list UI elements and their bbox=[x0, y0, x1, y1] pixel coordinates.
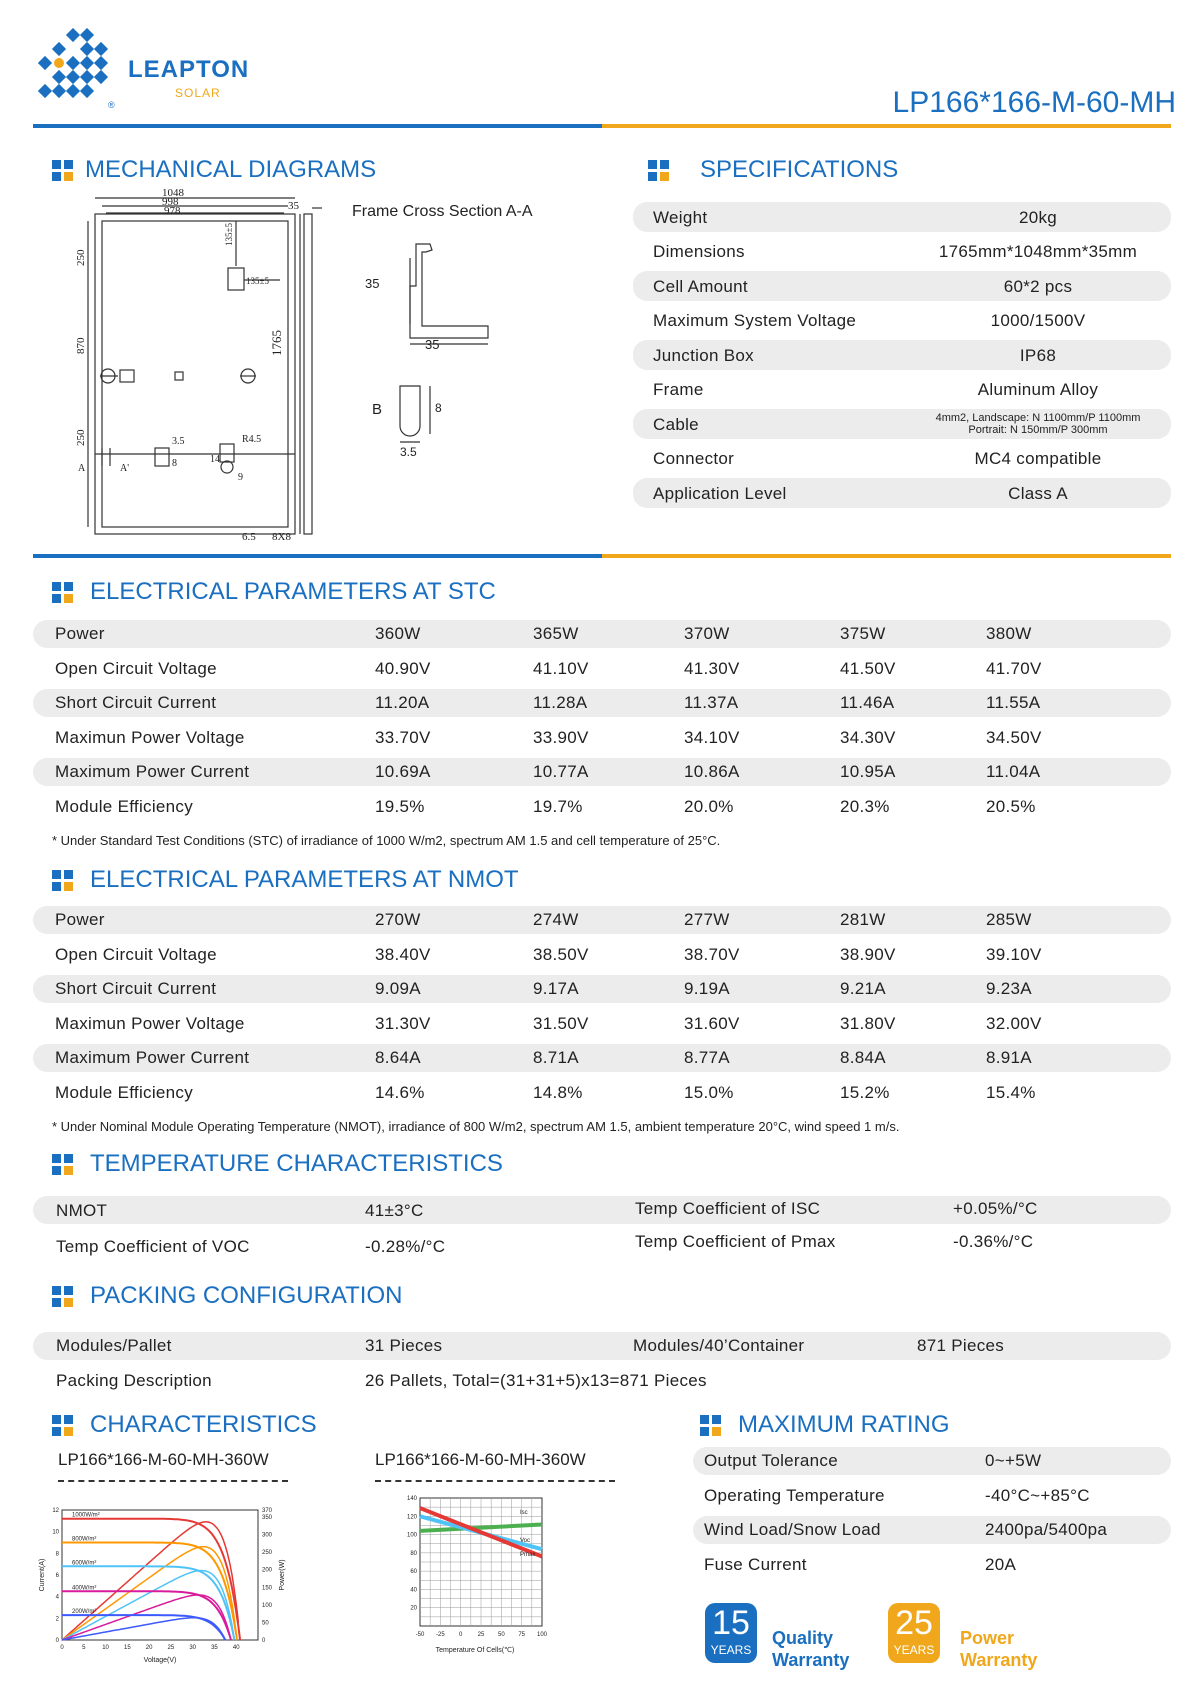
iv-series-label: 800W/m² bbox=[72, 1536, 97, 1543]
nmot-row-value: 9.23A bbox=[986, 979, 1032, 998]
stc-row-value: 20.3% bbox=[840, 796, 890, 816]
iv-y-tick: 10 bbox=[52, 1529, 59, 1536]
dim-14: 14 bbox=[210, 454, 220, 465]
spec-value: 1765mm*1048mm*35mm bbox=[938, 242, 1138, 261]
spec-label: Junction Box bbox=[653, 346, 754, 365]
nmot-row-value: 8.91A bbox=[986, 1048, 1032, 1067]
packing-container-value: 871 Pieces bbox=[917, 1336, 1005, 1355]
section-icon bbox=[52, 1154, 74, 1176]
temp-label: NMOT bbox=[56, 1201, 108, 1220]
cross-width: 35 bbox=[425, 337, 440, 352]
quality-warranty-label-1: Quality bbox=[772, 1628, 834, 1648]
dim-35: 35 bbox=[288, 200, 299, 212]
dim-250-top: 250 bbox=[75, 249, 87, 266]
dim-9: 9 bbox=[238, 472, 243, 483]
spec-value: 20kg bbox=[1018, 208, 1058, 227]
spec-label: Maximum System Voltage bbox=[653, 311, 857, 330]
iv-y2-tick: 300 bbox=[262, 1532, 273, 1539]
stc-row-label: Short Circuit Current bbox=[55, 693, 217, 712]
packing-pallet-value: 31 Pieces bbox=[365, 1336, 443, 1355]
dim-8: 8 bbox=[172, 458, 177, 469]
section-title-packing: PACKING CONFIGURATION bbox=[90, 1282, 403, 1309]
section-title-stc: ELECTRICAL PARAMETERS AT STC bbox=[90, 578, 496, 605]
spec-value: Class A bbox=[1008, 484, 1068, 503]
dim-870: 870 bbox=[75, 337, 87, 354]
spec-value: Aluminum Alloy bbox=[977, 380, 1099, 399]
stc-row-label: Module Efficiency bbox=[55, 796, 194, 816]
spec-value: MC4 compatible bbox=[974, 449, 1102, 468]
stc-row-value: 41.30V bbox=[684, 658, 740, 678]
spec-label: Application Level bbox=[653, 484, 787, 503]
rating-label: Wind Load/Snow Load bbox=[704, 1520, 881, 1539]
temp-y-tick: 140 bbox=[406, 1496, 417, 1502]
temp-value: -0.36%/°C bbox=[953, 1232, 1034, 1251]
nmot-row-value: 8.71A bbox=[533, 1048, 579, 1067]
dim-135-b: 135±5 bbox=[246, 276, 269, 286]
packing-desc-value: 26 Pallets, Total=(31+31+5)x13=871 Pieces bbox=[365, 1371, 707, 1390]
nmot-row-value: 31.50V bbox=[533, 1013, 589, 1033]
stc-row-value: 34.50V bbox=[986, 727, 1042, 747]
iv-y-tick: 2 bbox=[55, 1616, 59, 1623]
temp-x-tick: 0 bbox=[458, 1632, 463, 1638]
iv-series-line bbox=[62, 1566, 235, 1640]
power-warranty-label-2: Warranty bbox=[960, 1650, 1038, 1670]
quality-warranty-unit: YEARS bbox=[710, 1643, 752, 1657]
spec-value: 60*2 pcs bbox=[1003, 277, 1073, 296]
nmot-row-value: 39.10V bbox=[986, 944, 1042, 964]
temp-chart-title: LP166*166-M-60-MH-360W bbox=[375, 1450, 586, 1469]
power-series-line bbox=[62, 1618, 225, 1640]
spec-label: Cell Amount bbox=[653, 277, 748, 296]
iv-y2-tick: 50 bbox=[262, 1620, 269, 1627]
temp-value: +0.05%/°C bbox=[953, 1199, 1038, 1218]
iv-x-tick: 15 bbox=[123, 1645, 131, 1651]
leapton-logo-icon bbox=[38, 28, 118, 108]
spec-label: Frame bbox=[653, 380, 704, 399]
temp-x-tick: 100 bbox=[536, 1632, 548, 1638]
iv-series-label: 600W/m² bbox=[72, 1560, 97, 1567]
nmot-row-value: 31.30V bbox=[375, 1013, 431, 1033]
iv-y-tick: 12 bbox=[52, 1508, 59, 1514]
temp-y-tick: 80 bbox=[410, 1550, 417, 1557]
stc-row-value: 11.28A bbox=[533, 693, 588, 712]
cross-height: 35 bbox=[365, 276, 380, 291]
dim-978: 978 bbox=[164, 205, 181, 217]
stc-row-value: 19.5% bbox=[375, 796, 425, 816]
spec-value-cable-2: Portrait: N 150mm/P 300mm bbox=[968, 424, 1108, 436]
nmot-row-value: 9.17A bbox=[533, 979, 579, 998]
iv-y-tick: 8 bbox=[55, 1551, 59, 1558]
stc-row-value: 375W bbox=[840, 624, 886, 643]
dim-250-bottom: 250 bbox=[75, 429, 87, 446]
brand-sub: SOLAR bbox=[175, 86, 221, 100]
power-warranty-label-1: Power bbox=[960, 1628, 1015, 1648]
brand-name: LEAPTON bbox=[128, 56, 250, 83]
nmot-row-value: 38.40V bbox=[375, 944, 431, 964]
stc-row-label: Power bbox=[55, 624, 105, 643]
nmot-row-value: 38.90V bbox=[840, 944, 896, 964]
nmot-row-value: 274W bbox=[533, 910, 579, 929]
stc-row-value: 33.90V bbox=[533, 727, 589, 747]
header-divider bbox=[33, 124, 1171, 128]
temp-y-tick: 100 bbox=[406, 1532, 417, 1539]
packing-pallet-label: Modules/Pallet bbox=[56, 1336, 172, 1355]
dash-line bbox=[375, 1480, 615, 1482]
stc-row-value: 33.70V bbox=[375, 727, 431, 747]
dim-8x8: 8X8 bbox=[272, 531, 291, 543]
temp-label: Temp Coefficient of ISC bbox=[635, 1199, 821, 1218]
section-mark-a-prime: A' bbox=[120, 463, 130, 474]
nmot-row-label: Maximum Power Current bbox=[55, 1048, 250, 1067]
quality-warranty-years: 15 bbox=[712, 1604, 750, 1642]
mechanical-drawing bbox=[60, 186, 600, 548]
nmot-row-value: 32.00V bbox=[986, 1013, 1042, 1033]
dim-6-5: 6.5 bbox=[242, 531, 256, 543]
detail-b-width: 3.5 bbox=[400, 445, 417, 459]
rating-label: Fuse Current bbox=[704, 1555, 807, 1574]
stc-row-value: 10.86A bbox=[684, 762, 740, 781]
temp-label: Temp Coefficient of VOC bbox=[56, 1237, 250, 1256]
temp-x-tick: -25 bbox=[435, 1632, 445, 1638]
stc-row-value: 10.95A bbox=[840, 762, 896, 781]
section-title-mechanical: MECHANICAL DIAGRAMS bbox=[85, 156, 377, 183]
power-warranty-years: 25 bbox=[895, 1604, 933, 1642]
iv-series-label: 200W/m² bbox=[72, 1609, 97, 1616]
quality-warranty-badge bbox=[705, 1603, 757, 1663]
nmot-row-value: 31.60V bbox=[684, 1013, 740, 1033]
nmot-row-label: Maximun Power Voltage bbox=[55, 1013, 245, 1033]
stc-row-value: 11.55A bbox=[986, 693, 1041, 712]
nmot-row-label: Power bbox=[55, 910, 105, 929]
iv-x-tick: 40 bbox=[232, 1645, 240, 1651]
iv-x-tick: 20 bbox=[145, 1645, 153, 1651]
temp-x-label: Temperature Of Cells(℃) bbox=[435, 1647, 515, 1654]
stc-row-value: 34.30V bbox=[840, 727, 896, 747]
nmot-row-value: 285W bbox=[986, 910, 1032, 929]
spec-value: 1000/1500V bbox=[990, 311, 1086, 330]
iv-curve-chart bbox=[34, 1502, 334, 1667]
nmot-row-value: 38.50V bbox=[533, 944, 589, 964]
stc-row-value: 10.77A bbox=[533, 762, 589, 781]
dim-1765: 1765 bbox=[269, 330, 284, 356]
iv-x-label: Voltage(V) bbox=[143, 1657, 177, 1664]
section-title-characteristics: CHARACTERISTICS bbox=[90, 1411, 317, 1438]
section-title-max-rating: MAXIMUM RATING bbox=[738, 1411, 950, 1438]
rating-value: 0~+5W bbox=[985, 1451, 1042, 1470]
packing-container-label: Modules/40’Container bbox=[633, 1336, 805, 1355]
section-divider bbox=[33, 554, 1171, 558]
temp-series-label: Pmax bbox=[520, 1552, 536, 1558]
nmot-row-value: 9.19A bbox=[684, 979, 730, 998]
packing-desc-label: Packing Description bbox=[56, 1371, 212, 1390]
stc-row-value: 20.0% bbox=[684, 796, 734, 816]
stc-row-value: 41.10V bbox=[533, 658, 589, 678]
nmot-table bbox=[33, 906, 1171, 1106]
cross-section-title: Frame Cross Section A-A bbox=[352, 203, 533, 220]
dim-r4-5: R4.5 bbox=[242, 434, 262, 445]
iv-x-tick: 10 bbox=[102, 1645, 109, 1651]
nmot-row-label: Module Efficiency bbox=[55, 1082, 194, 1102]
temp-x-tick: -50 bbox=[415, 1632, 425, 1638]
iv-y2-tick: 200 bbox=[262, 1567, 273, 1574]
temp-series-label: Voc bbox=[520, 1538, 531, 1544]
brand-registered: ® bbox=[108, 100, 115, 110]
iv-y-tick: 4 bbox=[55, 1594, 59, 1601]
section-icon bbox=[52, 1286, 74, 1308]
iv-y2-label: Power(W) bbox=[279, 1559, 286, 1591]
stc-row-label: Maximum Power Current bbox=[55, 762, 250, 781]
temp-y-tick: 40 bbox=[410, 1587, 417, 1594]
nmot-row-value: 14.6% bbox=[375, 1082, 425, 1102]
iv-y2-tick: 100 bbox=[262, 1602, 273, 1609]
dim-998: 998 bbox=[162, 196, 179, 208]
iv-x-tick: 25 bbox=[167, 1645, 175, 1651]
nmot-row-value: 9.09A bbox=[375, 979, 421, 998]
spec-label: Dimensions bbox=[653, 242, 745, 261]
nmot-row-label: Open Circuit Voltage bbox=[55, 944, 217, 964]
stc-row-value: 365W bbox=[533, 624, 579, 643]
temp-label: Temp Coefficient of Pmax bbox=[635, 1232, 836, 1251]
stc-row-value: 11.37A bbox=[684, 693, 739, 712]
temp-y-tick: 20 bbox=[410, 1605, 417, 1612]
nmot-row-value: 15.0% bbox=[684, 1082, 734, 1102]
stc-row-value: 360W bbox=[375, 624, 421, 643]
model-title: LP166*166-M-60-MH bbox=[892, 86, 1176, 119]
nmot-row-value: 31.80V bbox=[840, 1013, 896, 1033]
nmot-row-value: 14.8% bbox=[533, 1082, 583, 1102]
nmot-row-value: 9.21A bbox=[840, 979, 886, 998]
power-warranty-badge bbox=[888, 1603, 940, 1663]
temp-y-tick: 120 bbox=[406, 1514, 417, 1521]
stc-row-value: 41.50V bbox=[840, 658, 896, 678]
nmot-row-value: 15.4% bbox=[986, 1082, 1036, 1102]
nmot-row-value: 38.70V bbox=[684, 944, 740, 964]
nmot-note: * Under Nominal Module Operating Temperature (NMOT), irradiance of 800 W/m2, spectrum AM 1.5, ambient temperature 20°C, wind speed 1 m/s. bbox=[52, 1119, 900, 1134]
temp-value: 41±3°C bbox=[365, 1201, 424, 1220]
rating-value: 20A bbox=[985, 1555, 1017, 1574]
section-mark-a: A bbox=[78, 463, 86, 474]
stc-row-value: 370W bbox=[684, 624, 730, 643]
nmot-row-value: 15.2% bbox=[840, 1082, 890, 1102]
iv-y2-tick: 370 bbox=[262, 1508, 273, 1514]
stc-row-value: 11.46A bbox=[840, 693, 895, 712]
section-icon bbox=[700, 1415, 722, 1437]
temp-x-tick: 50 bbox=[497, 1632, 505, 1638]
temp-series-label: Isc bbox=[520, 1510, 528, 1516]
spec-label: Weight bbox=[653, 208, 708, 227]
stc-table bbox=[33, 620, 1171, 820]
detail-b-label: B bbox=[372, 401, 383, 418]
quality-warranty-label-2: Warranty bbox=[772, 1650, 850, 1670]
spec-label: Cable bbox=[653, 415, 699, 434]
section-icon bbox=[648, 160, 670, 182]
iv-y-label: Current(A) bbox=[39, 1558, 46, 1592]
section-icon bbox=[52, 582, 74, 604]
iv-x-tick: 30 bbox=[189, 1645, 197, 1651]
section-icon bbox=[52, 870, 74, 892]
section-title-temperature: TEMPERATURE CHARACTERISTICS bbox=[90, 1150, 503, 1177]
nmot-row-value: 8.84A bbox=[840, 1048, 886, 1067]
detail-b-height: 8 bbox=[435, 401, 442, 415]
rating-label: Operating Temperature bbox=[704, 1486, 885, 1505]
section-title-nmot: ELECTRICAL PARAMETERS AT NMOT bbox=[90, 866, 519, 893]
power-series-line bbox=[62, 1571, 234, 1641]
power-warranty-unit: YEARS bbox=[893, 1643, 935, 1657]
temperature-curve-chart bbox=[388, 1492, 610, 1672]
iv-y2-tick: 350 bbox=[262, 1515, 273, 1522]
temp-y-tick: 60 bbox=[410, 1569, 417, 1576]
stc-row-value: 11.04A bbox=[986, 762, 1041, 781]
section-title-specifications: SPECIFICATIONS bbox=[700, 156, 899, 183]
iv-y2-tick: 250 bbox=[262, 1550, 273, 1557]
stc-row-value: 41.70V bbox=[986, 658, 1042, 678]
rating-value: 2400pa/5400pa bbox=[985, 1520, 1108, 1539]
iv-y2-tick: 150 bbox=[262, 1585, 273, 1592]
dim-135-a: 135±5 bbox=[224, 223, 234, 246]
temp-value: -0.28%/°C bbox=[365, 1237, 446, 1256]
rating-value: -40°C~+85°C bbox=[985, 1486, 1090, 1505]
nmot-row-value: 277W bbox=[684, 910, 730, 929]
stc-row-value: 20.5% bbox=[986, 796, 1036, 816]
spec-label: Connector bbox=[653, 449, 735, 468]
rating-label: Output Tolerance bbox=[704, 1451, 838, 1470]
spec-value: IP68 bbox=[1019, 346, 1057, 365]
stc-row-value: 11.20A bbox=[375, 693, 430, 712]
iv-x-tick: 35 bbox=[211, 1645, 218, 1651]
nmot-row-value: 8.77A bbox=[684, 1048, 730, 1067]
nmot-row-value: 270W bbox=[375, 910, 421, 929]
stc-row-label: Maximun Power Voltage bbox=[55, 727, 245, 747]
dash-line bbox=[58, 1480, 288, 1482]
stc-row-value: 34.10V bbox=[684, 727, 740, 747]
section-icon bbox=[52, 160, 74, 182]
stc-row-value: 19.7% bbox=[533, 796, 583, 816]
stc-row-value: 10.69A bbox=[375, 762, 431, 781]
nmot-row-label: Short Circuit Current bbox=[55, 979, 217, 998]
iv-y-tick: 6 bbox=[55, 1573, 59, 1579]
spec-value-cable-1: 4mm2, Landscape: N 1100mm/P 1100mm bbox=[935, 412, 1141, 424]
temp-x-tick: 75 bbox=[518, 1632, 526, 1638]
temp-x-tick: 25 bbox=[477, 1632, 485, 1638]
stc-note: * Under Standard Test Conditions (STC) of irradiance of 1000 W/m2, spectrum AM 1.5 and cell temperature of 25°C. bbox=[52, 833, 721, 848]
stc-row-value: 40.90V bbox=[375, 658, 431, 678]
nmot-row-value: 8.64A bbox=[375, 1048, 421, 1067]
iv-y2-tick: 0 bbox=[262, 1638, 266, 1644]
iv-x-tick: 5 bbox=[82, 1645, 86, 1651]
dim-3-5: 3.5 bbox=[172, 436, 185, 447]
section-icon bbox=[52, 1415, 74, 1437]
stc-row-label: Open Circuit Voltage bbox=[55, 658, 217, 678]
iv-series-label: 1000W/m² bbox=[72, 1512, 100, 1519]
iv-y-tick: 0 bbox=[55, 1638, 59, 1644]
stc-row-value: 380W bbox=[986, 624, 1032, 643]
iv-x-tick: 0 bbox=[60, 1645, 64, 1651]
nmot-row-value: 281W bbox=[840, 910, 886, 929]
dim-1048: 1048 bbox=[162, 187, 184, 199]
iv-chart-title: LP166*166-M-60-MH-360W bbox=[58, 1450, 269, 1469]
iv-series-label: 400W/m² bbox=[72, 1585, 97, 1592]
